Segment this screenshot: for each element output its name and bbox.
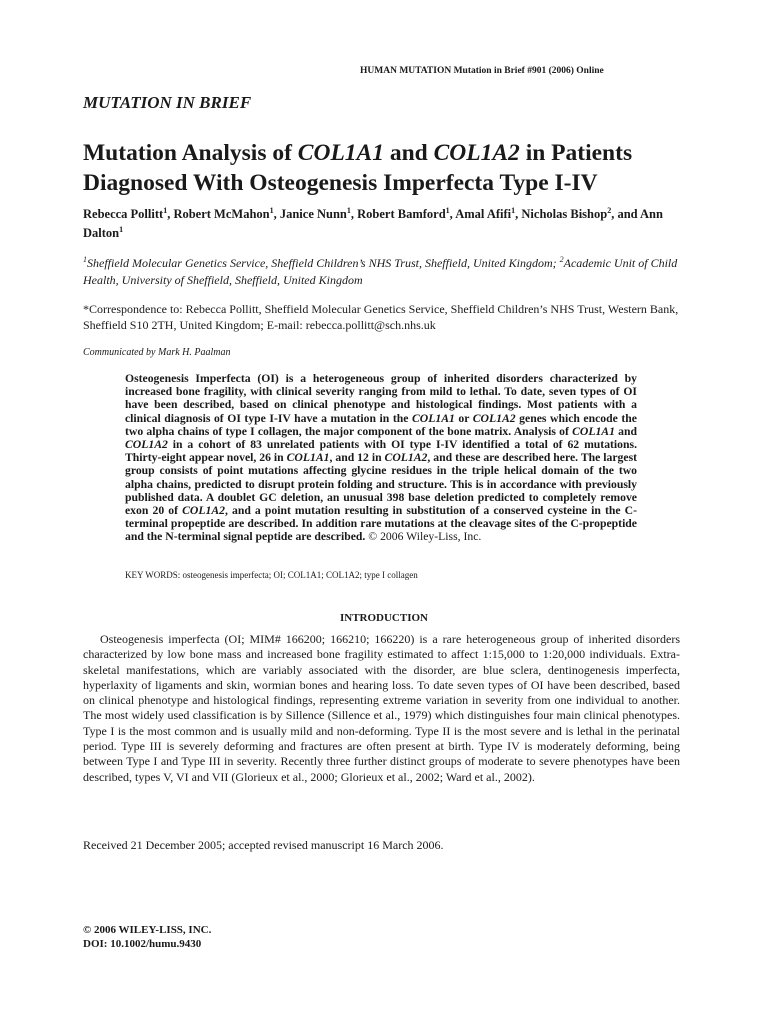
author xyxy=(521,207,611,221)
author-separator: , xyxy=(167,207,174,222)
author-separator: , xyxy=(273,207,280,222)
title-gene-2: COL1A2 xyxy=(433,140,520,166)
abstract-text: or xyxy=(454,411,473,425)
article-title xyxy=(83,138,703,198)
author-name: Rebecca Pollitt xyxy=(83,207,164,222)
introduction-heading: INTRODUCTION xyxy=(339,612,428,624)
author-name: Janice Nunn xyxy=(279,207,347,222)
abstract-gene: COL1A2 xyxy=(182,504,225,518)
title-text-3: in Patients Diagnosed With Osteogenesis Imperfecta Type I-IV xyxy=(83,140,633,196)
abstract-gene: COL1A2 xyxy=(125,438,168,452)
keywords: KEY WORDS: osteogenesis imperfecta; OI; COL1A1; COL1A2; type I collagen xyxy=(125,570,418,580)
abstract-text: , and a point mutation resulting in substitution of a conserved cysteine in the C-terminal propeptide are described. In addition rare mutations at the cleavage sites of the C-propeptide and the N-terminal signal peptide are described. xyxy=(125,504,637,544)
abstract-text: , and 12 in xyxy=(329,451,385,465)
author-affiliation-mark: 1 xyxy=(163,206,168,215)
title-gene-1: COL1A1 xyxy=(297,140,384,166)
communicated-by: Communicated by Mark H. Paalman xyxy=(83,347,231,358)
title-text-1: Mutation Analysis of xyxy=(83,140,298,166)
abstract-text: genes which encode the two alpha chains of type I collagen, the major component of the bone matrix. Analysis of xyxy=(125,411,637,438)
author-affiliation-mark: 1 xyxy=(346,206,351,215)
author xyxy=(280,207,351,221)
abstract-text: in a cohort of 83 unrelated patients with OI type I-IV identified a total of 62 mutations. Thirty-eight appear novel, 26 in xyxy=(125,438,637,465)
author xyxy=(173,207,273,221)
author-affiliation-mark: 1 xyxy=(269,206,274,215)
publisher-footer xyxy=(83,923,211,951)
affiliations xyxy=(83,251,683,289)
abstract-text: and xyxy=(614,424,637,438)
affiliation-mark: 2 xyxy=(559,255,564,264)
correspondence: *Correspondence to: Rebecca Pollitt, Sheffield Molecular Genetics Service, Sheffield Children’s NHS Trust, Western Bank, Sheffield S10 2TH, United Kingdom; E-mail: rebecca.pollitt@sch.nhs.uk xyxy=(83,302,679,332)
abstract-gene: COL1A1 xyxy=(572,424,615,438)
abstract-gene: COL1A1 xyxy=(411,411,455,425)
author-name: Ann Dalton xyxy=(83,207,663,241)
author-separator: , xyxy=(515,207,522,222)
author-affiliation-mark: 1 xyxy=(511,206,516,215)
author-list xyxy=(83,203,683,241)
section-label: MUTATION IN BRIEF xyxy=(83,93,252,112)
affiliation-text: Academic Unit of Child Health, University of Sheffield, Sheffield, United Kingdom xyxy=(83,256,678,287)
abstract-gene: COL1A1 xyxy=(286,451,330,465)
author-separator: , and xyxy=(611,207,641,222)
author xyxy=(357,207,450,221)
abstract-gene: COL1A2 xyxy=(472,411,516,425)
abstract-text: , and these are described here. The largest group consists of point mutations affecting glycine residues in the triple helical domain of the two alpha chains, predicted to disrupt protein folding and structure. This is in accordance with previously published data. A doublet GC deletion, an unusual 398 base deletion predicted to completely remove exon 20 of xyxy=(125,451,638,518)
affiliation-text: Sheffield Molecular Genetics Service, Sheffield Children’s NHS Trust, Sheffield, United Kingdom xyxy=(87,256,553,270)
author-name: Nicholas Bishop xyxy=(521,207,608,222)
author-separator: , xyxy=(449,207,456,222)
abstract-text: Osteogenesis Imperfecta (OI) is a heterogeneous group of inherited disorders characterized by increased bone fragility, with clinical severity ranging from mild to lethal. To date, seven types of OI have been described, based on clinical phenotype and histological findings. Most patients with a clinical diagnosis of OI type I-IV have a mutation in the xyxy=(125,372,637,425)
author xyxy=(455,207,515,221)
doi: DOI: 10.1002/humu.9430 xyxy=(83,938,202,950)
author-name: Robert McMahon xyxy=(173,207,270,222)
abstract xyxy=(125,372,637,544)
introduction-paragraph: Osteogenesis imperfecta (OI; MIM# 166200; 166210; 166220) is a rare heterogeneous group of inherited disorders characterized by low bone mass and increased bone fragility estimated to affect 1:15,000 to 1:20,000 individuals. Extra-skeletal manifestations, which are variably associated with the disorder, are blue sclera, dentinogenesis imperfecta, hyperlaxity of ligaments and skin, wormian bones and hearing loss. To date seven types of OI have been described, based on clinical phenotype and histological findings, representing extreme variation in severity from one individual to another. The most widely used classification is by Sillence (Sillence et al., 1979) which distinguishes four main clinical phenotypes. Type I is the most common and is usually mild and non-deforming. Type II is the most severe and is lethal in the perinatal period. Type III is severely deforming and fractures are often present at birth. Type IV is moderately deforming, being between Type I and Type III in severity. Recently three further distinct groups of moderate to severe phenotypes have been described, types V, VI and VII (Glorieux et al., 2000; Glorieux et al., 2002; Ward et al., 2002). xyxy=(83,632,680,784)
affiliation-separator: ; xyxy=(552,256,560,270)
running-head: HUMAN MUTATION Mutation in Brief #901 (2006) Online xyxy=(360,66,604,76)
received-dates: Received 21 December 2005; accepted revised manuscript 16 March 2006. xyxy=(83,838,444,852)
author-affiliation-mark: 1 xyxy=(445,206,450,215)
abstract-copyright: © 2006 Wiley-Liss, Inc. xyxy=(368,530,482,544)
author-separator: , xyxy=(350,207,358,222)
affiliation-mark: 1 xyxy=(83,255,87,264)
abstract-gene: COL1A2 xyxy=(384,451,428,465)
author-name: Amal Afifi xyxy=(455,207,512,222)
publisher-copyright: © 2006 WILEY-LISS, INC. xyxy=(83,924,212,936)
author-name: Robert Bamford xyxy=(357,207,446,222)
author xyxy=(83,207,167,221)
author-affiliation-mark: 1 xyxy=(119,225,124,235)
author-affiliation-mark: 2 xyxy=(607,206,612,215)
title-text-2: and xyxy=(383,140,434,166)
